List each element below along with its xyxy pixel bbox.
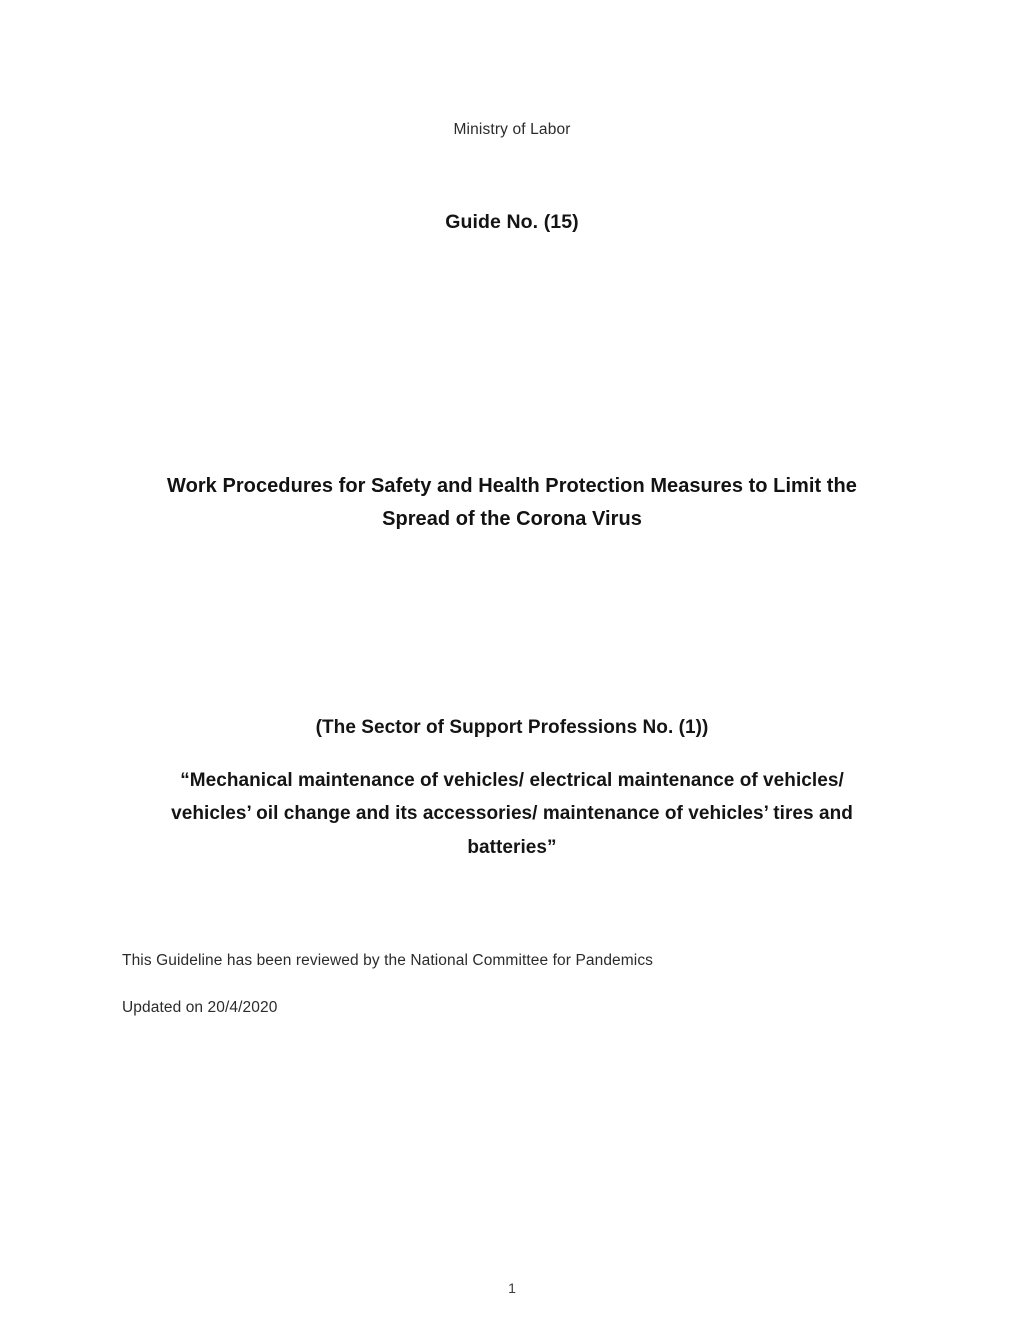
document-title-line-2: Spread of the Corona Virus bbox=[382, 508, 642, 530]
scope-line-1: “Mechanical maintenance of vehicles/ electrical maintenance of vehicles/ bbox=[180, 770, 844, 791]
scope-description bbox=[122, 764, 902, 864]
scope-line-3: batteries” bbox=[467, 836, 557, 858]
review-note: This Guideline has been reviewed by the National Committee for Pandemics bbox=[122, 952, 654, 969]
document-title bbox=[122, 470, 902, 536]
updated-date-note: Updated on 20/4/2020 bbox=[122, 999, 278, 1016]
scope-line-2: vehicles’ oil change and its accessories/ maintenance of vehicles’ tires and bbox=[171, 803, 853, 825]
page-number: 1 bbox=[508, 1280, 516, 1296]
document-title-line-1: Work Procedures for Safety and Health Protection Measures to Limit the bbox=[167, 475, 857, 497]
guide-number-heading: Guide No. (15) bbox=[445, 211, 579, 233]
sector-subtitle: (The Sector of Support Professions No. (1)) bbox=[315, 717, 709, 738]
organization-name: Ministry of Labor bbox=[453, 121, 571, 138]
